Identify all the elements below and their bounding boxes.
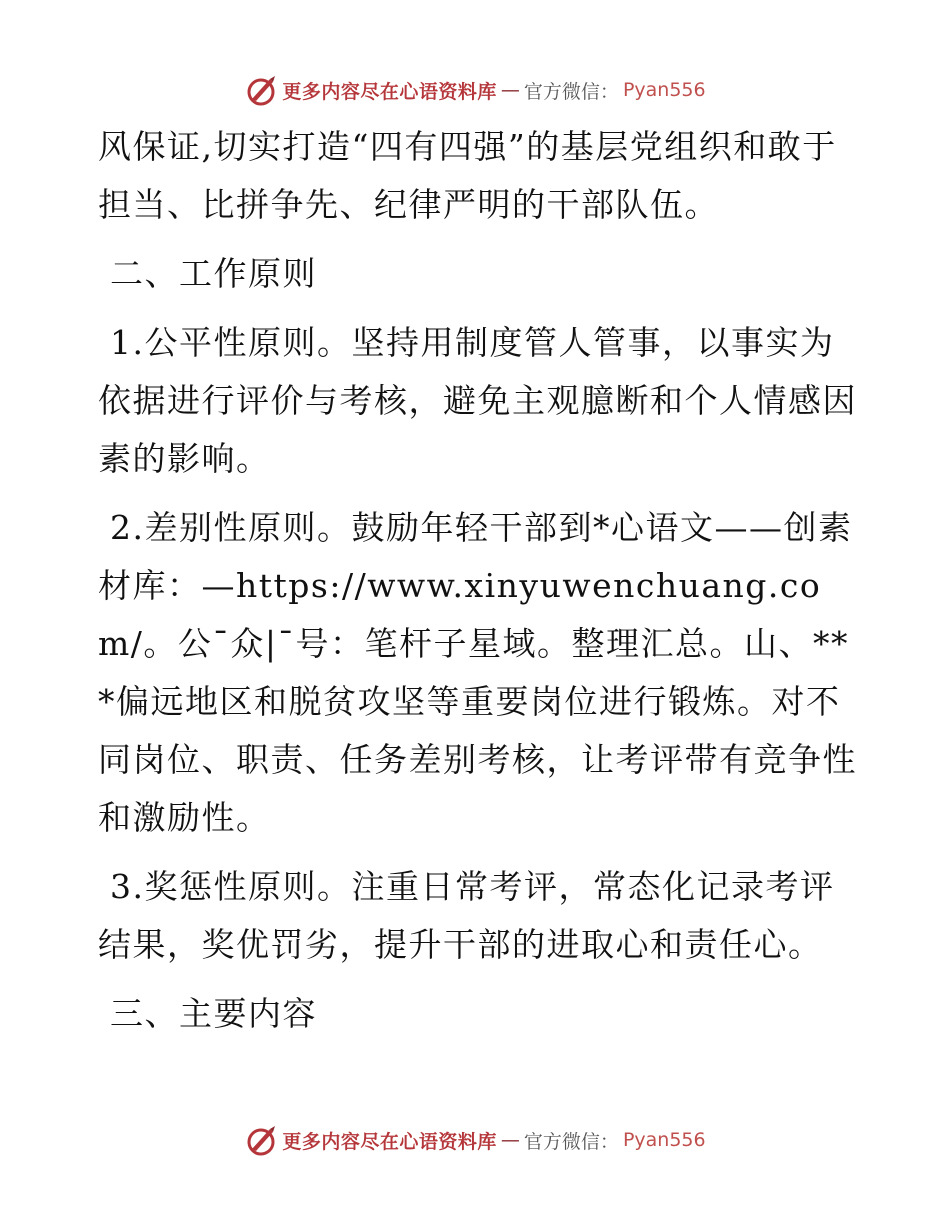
quill-logo-icon bbox=[244, 1123, 278, 1157]
banner-content bbox=[244, 1123, 705, 1157]
banner-wechat-label: 官方微信： bbox=[523, 80, 619, 103]
paragraph-reward-punishment-principle: 3.奖惩性原则。注重日常考评，常态化记录考评结果，奖优罚劣，提升干部的进取心和责任心。 bbox=[98, 867, 835, 964]
banner-site-text: 更多内容尽在心语资料库 bbox=[282, 80, 497, 103]
quill-logo-icon bbox=[244, 73, 278, 107]
paragraph-fairness-principle: 1.公平性原则。坚持用制度管人管事，以事实为依据进行评价与考核，避免主观臆断和个人情感因素的影响。 bbox=[98, 323, 857, 478]
section-heading-main-content: 三、主要内容 bbox=[110, 994, 317, 1033]
banner-wechat-label: 官方微信： bbox=[523, 1130, 619, 1153]
paragraph-differentiation-principle: 2.差别性原则。鼓励年轻干部到*心语文——创素材库：—https://www.xinyuwenchuang.com/。公¯众|¯号：笔杆子星域。整理汇总。山、***偏远地区和脱贫攻坚等重要岗位进行锻炼。对不同岗位、职责、任务差别考核，让考评带有竞争性和激励性。 bbox=[98, 508, 857, 837]
paragraph-continuation: 风保证,切实打造“四有四强”的基层党组织和敢于担当、比拼争先、纪律严明的干部队伍。 bbox=[98, 127, 837, 224]
document-body bbox=[98, 118, 858, 1054]
banner-wechat-id: Pyan556 bbox=[622, 79, 706, 101]
header-watermark-banner bbox=[0, 68, 950, 112]
banner-dash: — bbox=[500, 79, 520, 101]
section-heading-principles: 二、工作原则 bbox=[110, 254, 317, 293]
footer-watermark-banner bbox=[0, 1118, 950, 1162]
banner-content bbox=[244, 73, 705, 107]
banner-dash: — bbox=[500, 1129, 520, 1151]
banner-wechat-id: Pyan556 bbox=[622, 1129, 706, 1151]
banner-site-text: 更多内容尽在心语资料库 bbox=[282, 1130, 497, 1153]
